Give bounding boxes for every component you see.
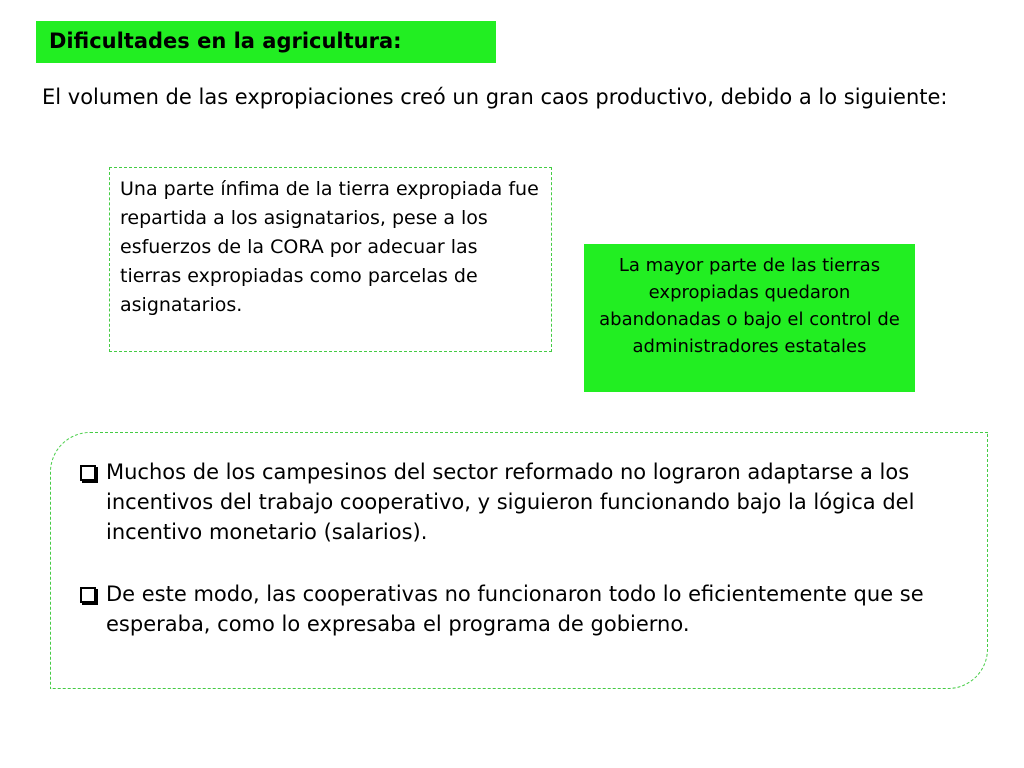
bullet-item — [80, 579, 960, 639]
bullet-text: Muchos de los campesinos del sector reformado no lograron adaptarse a los incentivos del trabajo cooperativo, y siguieron funcionando bajo la lógica del incentivo monetario (salarios). — [106, 460, 915, 544]
checkbox-bullet-icon — [80, 465, 96, 481]
right-highlight-box: La mayor parte de las tierras expropiadas quedaron abandonadas o bajo el control de administradores estatales — [584, 244, 915, 392]
bullet-text: De este modo, las cooperativas no funcionaron todo lo eficientemente que se esperaba, como lo expresaba el programa de gobierno. — [106, 582, 924, 636]
intro-text: El volumen de las expropiaciones creó un gran caos productivo, debido a lo siguiente: — [42, 85, 948, 109]
slide-title: Dificultades en la agricultura: — [36, 21, 496, 63]
left-info-box: Una parte ínfima de la tierra expropiada fue repartida a los asignatarios, pese a los esfuerzos de la CORA por adecuar las tierras expropiadas como parcelas de asignatarios. — [109, 167, 552, 352]
bullet-item — [80, 457, 960, 547]
checkbox-bullet-icon — [80, 587, 96, 603]
